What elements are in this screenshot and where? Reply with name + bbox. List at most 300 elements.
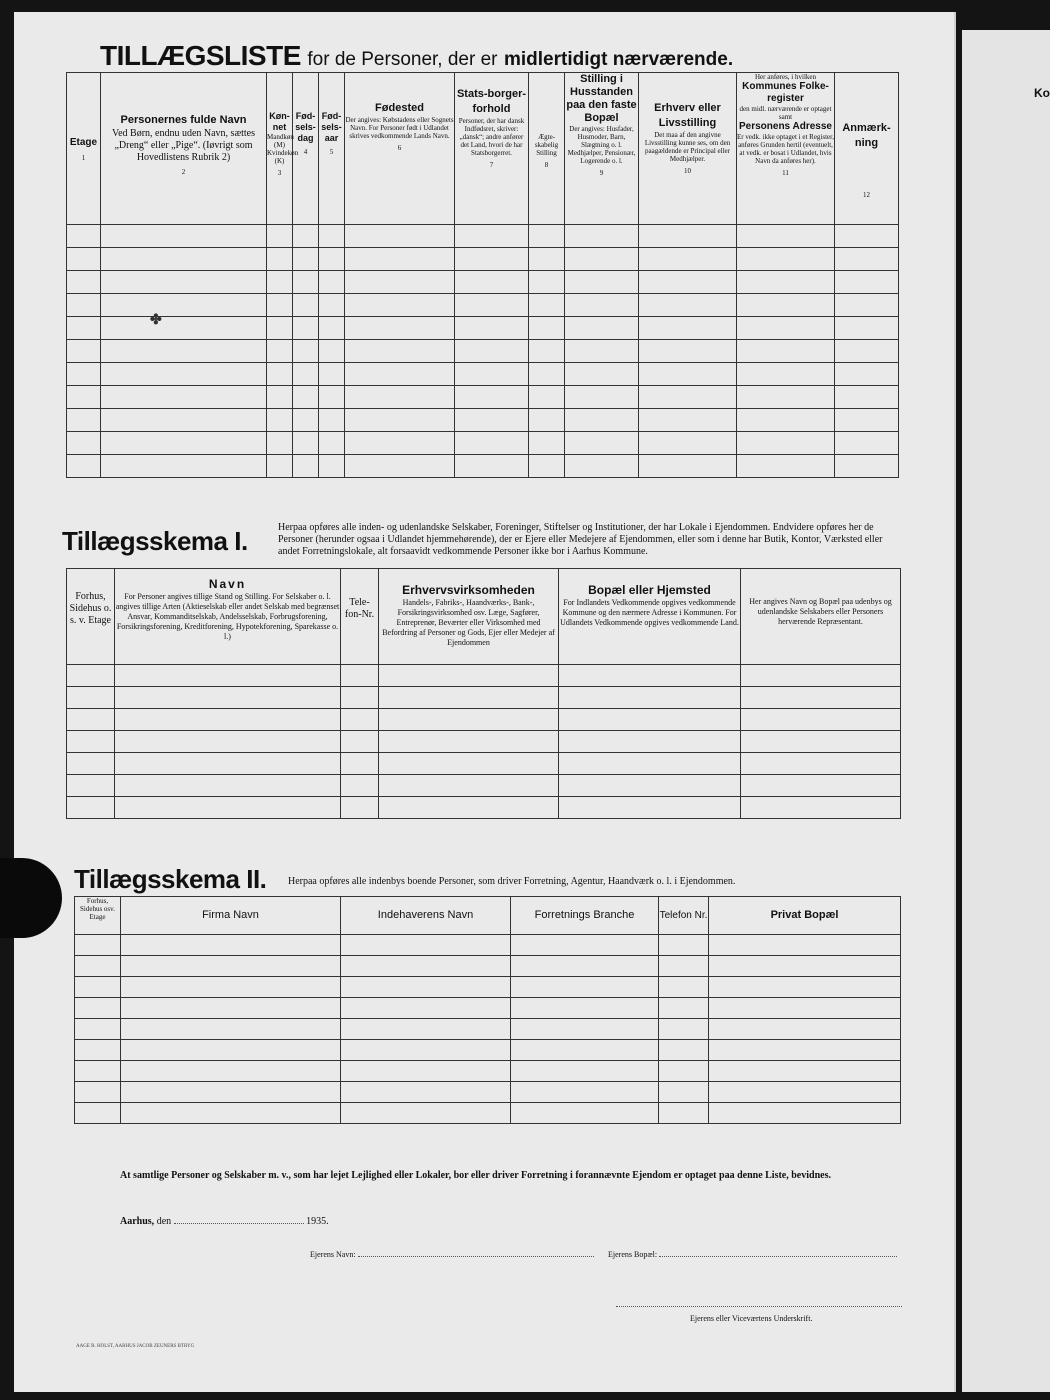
table-cell[interactable] [659,956,709,977]
table-cell[interactable] [101,340,267,363]
table-cell[interactable] [293,432,319,455]
table-cell[interactable] [709,956,901,977]
table-cell[interactable] [121,1103,341,1124]
skema2-table [74,896,901,1124]
table-cell[interactable] [319,455,345,478]
table-cell[interactable] [559,775,741,797]
table-row [75,1061,901,1082]
table-cell[interactable] [741,753,901,775]
table-cell[interactable] [67,340,101,363]
table-cell[interactable] [659,1061,709,1082]
table-cell[interactable] [559,665,741,687]
table-cell[interactable] [565,271,639,294]
table-cell[interactable] [75,998,121,1019]
table-cell[interactable] [67,248,101,271]
table-cell[interactable] [67,775,115,797]
table-cell[interactable] [565,225,639,248]
table-cell[interactable] [835,386,899,409]
col-anmaerkning: Anmærk-ning 12 [835,73,899,225]
skema1-description: Herpaa opføres alle inden- og udenlandske Selskaber, Foreninger, Stiftelser og Institutioner, der har Lokale i Ejendommen. Endvidere opføres her de Personer (herunder ogsaa i Udlandet hjemmehørende), der er Ejere eller Medejere af Ejendommen, eller som i denne har Butik, Kontor, Værksted eller andet Forretningslokale, alt forsaavidt vedkommende Personer ikke bor i Aarhus Kommune. [278,522,883,557]
owner-name-blank[interactable] [358,1256,594,1257]
col-statsborgerforhold: Stats-borger-forhold Personer, der har dansk Indfødsret, skriver: „dansk“; andre anfører det Land, hvori de har Statsborgerret. 7 [455,73,529,225]
main-list-header [67,73,899,225]
s2-col-firma: Firma Navn [121,897,341,935]
table-cell[interactable] [345,248,455,271]
list-title-bold: midlertidigt nærværende. [504,49,734,70]
table-cell[interactable] [341,956,511,977]
s2-col-telefon: Telefon Nr. [659,897,709,935]
table-cell[interactable] [341,797,379,819]
table-cell[interactable] [565,386,639,409]
table-cell[interactable] [67,317,101,340]
table-cell[interactable] [639,248,737,271]
table-row [75,1082,901,1103]
table-cell[interactable] [267,271,293,294]
table-cell[interactable] [345,340,455,363]
table-cell[interactable] [75,956,121,977]
table-cell[interactable] [455,271,529,294]
table-row [75,1019,901,1040]
table-cell[interactable] [101,248,267,271]
ink-smudge: ✤ [150,313,162,328]
table-row [67,709,901,731]
table-cell[interactable] [835,317,899,340]
table-cell[interactable] [345,363,455,386]
table-row [75,998,901,1019]
table-cell[interactable] [121,1082,341,1103]
table-row [75,1103,901,1124]
attestation-text: At samtlige Personer og Selskaber m. v., som har lejet Lejlighed eller Lokaler, bor eller driver Forretning i forannævnte Ejendom er optaget paa denne Liste, bevidnes. [120,1170,831,1181]
table-cell[interactable] [565,363,639,386]
s1-col-repraesentant: Her angives Navn og Bopæl paa udenbys og udenlandske Selskabers eller Personers herværende Repræsentant. [741,569,901,665]
table-cell[interactable] [67,731,115,753]
col-fulde-navn: Personernes fulde Navn Ved Børn, endnu uden Navn, sættes „Dreng“ eller „Pige“. (Iøvrigt som Hovedlistens Rubrik 2) 2 [101,73,267,225]
table-cell[interactable] [565,409,639,432]
table-cell[interactable] [639,363,737,386]
table-row [75,935,901,956]
table-cell[interactable] [559,753,741,775]
table-cell[interactable] [709,1040,901,1061]
table-cell[interactable] [455,409,529,432]
table-cell[interactable] [319,225,345,248]
table-cell[interactable] [511,935,659,956]
table-cell[interactable] [267,340,293,363]
table-cell[interactable] [319,248,345,271]
s1-col-telefon: Tele-fon-Nr. [341,569,379,665]
table-cell[interactable] [345,271,455,294]
table-cell[interactable] [101,432,267,455]
table-cell[interactable] [559,731,741,753]
table-cell[interactable] [267,455,293,478]
list-title-main: TILLÆGSLISTE [100,40,301,71]
table-row [75,1040,901,1061]
table-row [67,455,899,478]
table-cell[interactable] [639,294,737,317]
table-cell[interactable] [341,1061,511,1082]
table-cell[interactable] [529,340,565,363]
table-cell[interactable] [709,977,901,998]
table-cell[interactable] [529,409,565,432]
table-cell[interactable] [737,409,835,432]
col-foedested: Fødested Der angives: Købstadens eller Sognets Navn. For Personer født i Udlandet skrives vedkommende Lands Navn. 6 [345,73,455,225]
table-cell[interactable] [115,797,341,819]
table-cell[interactable] [737,455,835,478]
table-cell[interactable] [379,665,559,687]
table-cell[interactable] [267,248,293,271]
table-cell[interactable] [319,294,345,317]
owner-name-line [310,1250,594,1259]
table-cell[interactable] [341,731,379,753]
col-folkeregister: Her anføres, i hvilken Kommunes Folke-register den midl. nærværende er optaget samt Personens Adresse Er vedk. ikke optaget i et Register, anføres Grunden hertil (eventuelt, at vedk. er bosat i Udlandet, hvis Navn da anføres her). 11 [737,73,835,225]
table-cell[interactable] [511,1019,659,1040]
table-cell[interactable] [267,409,293,432]
table-cell[interactable] [379,687,559,709]
table-row [67,248,899,271]
table-cell[interactable] [737,248,835,271]
table-row [67,753,901,775]
year-label: 1935. [306,1216,329,1227]
table-cell[interactable] [511,1040,659,1061]
table-cell[interactable] [341,977,511,998]
table-row [67,340,899,363]
table-cell[interactable] [345,455,455,478]
table-cell[interactable] [511,998,659,1019]
table-row [67,363,899,386]
table-cell[interactable] [741,731,901,753]
table-cell[interactable] [293,340,319,363]
table-cell[interactable] [511,956,659,977]
table-cell[interactable] [101,363,267,386]
table-cell[interactable] [455,225,529,248]
table-cell[interactable] [121,956,341,977]
table-cell[interactable] [115,775,341,797]
table-cell[interactable] [101,386,267,409]
table-cell[interactable] [341,1103,511,1124]
table-cell[interactable] [293,363,319,386]
skema1-table [66,568,901,819]
table-cell[interactable] [319,386,345,409]
col-aegteskabelig: Ægte-skabelig Stilling 8 [529,73,565,225]
table-cell[interactable] [455,294,529,317]
table-cell[interactable] [737,432,835,455]
table-cell[interactable] [455,340,529,363]
table-cell[interactable] [67,665,115,687]
table-cell[interactable] [737,317,835,340]
table-cell[interactable] [709,1061,901,1082]
table-cell[interactable] [639,432,737,455]
table-row [67,294,899,317]
table-cell[interactable] [67,753,115,775]
table-cell[interactable] [639,455,737,478]
table-cell[interactable] [709,998,901,1019]
table-cell[interactable] [267,363,293,386]
table-cell[interactable] [529,363,565,386]
table-cell[interactable] [709,1082,901,1103]
table-cell[interactable] [345,225,455,248]
table-cell[interactable] [293,225,319,248]
table-cell[interactable] [565,317,639,340]
table-cell[interactable] [67,225,101,248]
table-cell[interactable] [293,248,319,271]
table-cell[interactable] [67,709,115,731]
table-cell[interactable] [341,1082,511,1103]
table-cell[interactable] [341,775,379,797]
table-cell[interactable] [529,271,565,294]
table-row [67,225,899,248]
col-erhverv: Erhverv eller Livsstilling Det maa af den angivne Livsstilling kunne ses, om den paagældende er Principal eller Medhjælper. 10 [639,73,737,225]
table-cell[interactable] [659,1040,709,1061]
table-cell[interactable] [75,1061,121,1082]
table-cell[interactable] [741,687,901,709]
table-cell[interactable] [115,687,341,709]
table-cell[interactable] [639,386,737,409]
table-cell[interactable] [101,409,267,432]
table-cell[interactable] [101,225,267,248]
table-cell[interactable] [529,317,565,340]
main-list-table [66,72,899,478]
table-cell[interactable] [455,455,529,478]
table-cell[interactable] [659,998,709,1019]
table-cell[interactable] [67,797,115,819]
table-cell[interactable] [639,317,737,340]
table-cell[interactable] [639,271,737,294]
table-cell[interactable] [659,1103,709,1124]
table-cell[interactable] [737,271,835,294]
col-foedselsaar: Fød-sels-aar 5 [319,73,345,225]
table-cell[interactable] [267,317,293,340]
table-cell[interactable] [319,409,345,432]
table-cell[interactable] [121,998,341,1019]
table-cell[interactable] [455,386,529,409]
table-cell[interactable] [741,775,901,797]
table-cell[interactable] [345,409,455,432]
table-row [75,956,901,977]
table-cell[interactable] [737,363,835,386]
table-cell[interactable] [529,386,565,409]
table-row [67,775,901,797]
table-cell[interactable] [67,271,101,294]
table-cell[interactable] [67,455,101,478]
table-cell[interactable] [121,977,341,998]
table-cell[interactable] [267,386,293,409]
table-cell[interactable] [121,1040,341,1061]
table-cell[interactable] [319,317,345,340]
table-cell[interactable] [709,1103,901,1124]
table-cell[interactable] [293,317,319,340]
table-cell[interactable] [511,977,659,998]
table-cell[interactable] [835,455,899,478]
s2-col-branche: Forretnings Branche [511,897,659,935]
table-cell[interactable] [455,317,529,340]
table-cell[interactable] [835,248,899,271]
table-cell[interactable] [341,1040,511,1061]
col-koennet: Køn-net Mandkøn (M) Kvindekøn (K) 3 [267,73,293,225]
table-cell[interactable] [341,1019,511,1040]
signature-blank[interactable] [616,1306,902,1307]
table-cell[interactable] [737,225,835,248]
table-cell[interactable] [101,317,267,340]
table-cell[interactable] [293,271,319,294]
table-cell[interactable] [345,317,455,340]
table-cell[interactable] [659,1019,709,1040]
table-cell[interactable] [101,455,267,478]
table-cell[interactable] [75,1019,121,1040]
table-cell[interactable] [293,386,319,409]
table-cell[interactable] [267,225,293,248]
table-row [67,432,899,455]
table-cell[interactable] [835,363,899,386]
table-cell[interactable] [529,248,565,271]
table-row [67,386,899,409]
table-cell[interactable] [267,432,293,455]
s2-col-etage: Forhus, Sidehus osv. Etage [75,897,121,935]
table-cell[interactable] [741,797,901,819]
table-cell[interactable] [267,294,293,317]
table-row [67,271,899,294]
s1-col-navn: Navn For Personer angives tillige Stand og Stilling. For Selskaber o. l. angives tillige Arten (Aktieselskab eller andet Selskab med begrænset Ansvar, Kommanditselskab, Andelsselskab, Forbrugsforening, Forsikringsforening, Kreditforening, Hypotekforening, Sparekasse o. l.) [115,569,341,665]
table-cell[interactable] [835,409,899,432]
table-cell[interactable] [659,977,709,998]
table-cell[interactable] [639,409,737,432]
table-cell[interactable] [565,455,639,478]
table-cell[interactable] [741,665,901,687]
table-cell[interactable] [293,409,319,432]
table-cell[interactable] [565,432,639,455]
table-cell[interactable] [737,294,835,317]
table-cell[interactable] [115,753,341,775]
table-cell[interactable] [741,709,901,731]
table-cell[interactable] [455,363,529,386]
table-cell[interactable] [115,731,341,753]
table-cell[interactable] [101,271,267,294]
table-cell[interactable] [565,248,639,271]
list-title [100,40,733,72]
table-cell[interactable] [455,248,529,271]
table-cell[interactable] [115,665,341,687]
skema2-description: Herpaa opføres alle indenbys boende Personer, som driver Forretning, Agentur, Haandværk o. l. i Ejendommen. [288,876,736,887]
table-cell[interactable] [835,271,899,294]
table-cell[interactable] [319,271,345,294]
table-cell[interactable] [121,935,341,956]
table-cell[interactable] [559,709,741,731]
table-cell[interactable] [341,998,511,1019]
table-cell[interactable] [345,294,455,317]
signature-label: Ejerens eller Viceværtens Underskrift. [690,1314,813,1323]
table-cell[interactable] [379,731,559,753]
col-foedselsdag: Fød-sels-dag 4 [293,73,319,225]
owner-address-blank[interactable] [659,1256,897,1257]
table-cell[interactable] [121,1061,341,1082]
table-cell[interactable] [559,687,741,709]
table-cell[interactable] [75,1040,121,1061]
table-cell[interactable] [341,665,379,687]
s1-col-bopael: Bopæl eller Hjemsted For Indlandets Vedkommende opgives vedkommende Kommune og den nærmere Adresse i Kommunen. For Udlandets Vedkommende opgives vedkommende Land. [559,569,741,665]
table-row [67,317,899,340]
table-cell[interactable] [379,775,559,797]
skema2-title: Tillægsskema II. [74,864,267,894]
table-cell[interactable] [511,1061,659,1082]
table-cell[interactable] [67,409,101,432]
table-cell[interactable] [75,935,121,956]
table-cell[interactable] [75,1082,121,1103]
table-cell[interactable] [835,294,899,317]
table-cell[interactable] [341,753,379,775]
table-cell[interactable] [639,340,737,363]
table-cell[interactable] [709,935,901,956]
table-cell[interactable] [345,432,455,455]
table-cell[interactable] [345,386,455,409]
printer-imprint: AAGE R. HOLST, AARHUS JACOB ZEUNERS BTRYG [76,1344,195,1349]
table-cell[interactable] [293,455,319,478]
table-cell[interactable] [75,977,121,998]
table-cell[interactable] [319,432,345,455]
table-cell[interactable] [709,1019,901,1040]
table-cell[interactable] [67,432,101,455]
date-blank[interactable] [174,1223,304,1224]
table-cell[interactable] [737,340,835,363]
table-cell[interactable] [115,709,341,731]
adjacent-page [962,30,1050,1392]
table-cell[interactable] [319,340,345,363]
table-cell[interactable] [341,935,511,956]
table-cell[interactable] [455,432,529,455]
table-cell[interactable] [319,363,345,386]
col-etage: Etage 1 [67,73,101,225]
table-cell[interactable] [75,1103,121,1124]
table-cell[interactable] [529,294,565,317]
table-cell[interactable] [67,687,115,709]
skema2-header [75,897,901,935]
table-cell[interactable] [511,1103,659,1124]
table-cell[interactable] [565,340,639,363]
table-cell[interactable] [121,1019,341,1040]
adjacent-page-text: Ko [1034,86,1050,100]
table-cell[interactable] [565,294,639,317]
table-cell[interactable] [737,386,835,409]
table-cell[interactable] [379,797,559,819]
table-cell[interactable] [341,687,379,709]
den-label: den [156,1216,172,1227]
table-cell[interactable] [379,709,559,731]
table-cell[interactable] [341,709,379,731]
date-line [120,1216,329,1227]
table-cell[interactable] [529,432,565,455]
place-label: Aarhus, [120,1216,155,1227]
table-cell[interactable] [529,225,565,248]
table-row [75,977,901,998]
s1-col-erhverv: Erhvervsvirksomheden Handels-, Fabriks-, Haandværks-, Bank-, Forsikringsvirksomhed osv. Læge, Sagfører, Entreprenør, Beværter eller Virksomhed med Befordring af Personer og Gods, Ejer eller Medejer af Ejendommen [379,569,559,665]
table-cell[interactable] [67,386,101,409]
table-cell[interactable] [511,1082,659,1103]
table-cell[interactable] [529,455,565,478]
table-cell[interactable] [293,294,319,317]
table-cell[interactable] [835,432,899,455]
table-row [67,687,901,709]
table-cell[interactable] [67,294,101,317]
table-cell[interactable] [379,753,559,775]
table-cell[interactable] [67,363,101,386]
owner-address-label: Ejerens Bopæl: [608,1250,658,1259]
table-cell[interactable] [639,225,737,248]
table-cell[interactable] [835,340,899,363]
table-cell[interactable] [101,294,267,317]
s2-col-privat-bopael: Privat Bopæl [709,897,901,935]
table-cell[interactable] [659,1082,709,1103]
table-cell[interactable] [659,935,709,956]
table-cell[interactable] [835,225,899,248]
table-cell[interactable] [559,797,741,819]
s1-col-etage: Forhus, Sidehus o. s. v. Etage [67,569,115,665]
